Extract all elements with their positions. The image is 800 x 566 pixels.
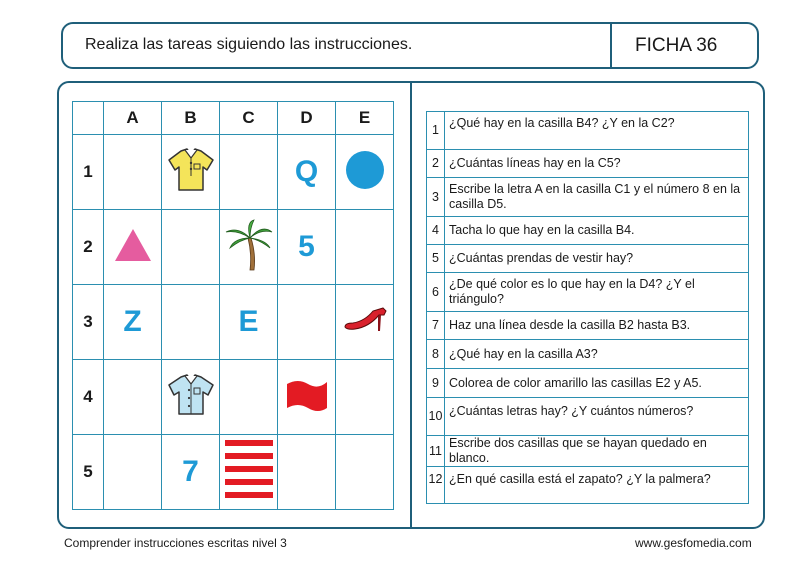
question-text: Haz una línea desde la casilla B2 hasta B3. bbox=[445, 312, 749, 340]
cell-d3[interactable] bbox=[278, 285, 336, 360]
cell-a4[interactable] bbox=[104, 360, 162, 435]
question-text: ¿En qué casilla está el zapato? ¿Y la palmera? bbox=[445, 467, 749, 504]
question-text: ¿Cuántas prendas de vestir hay? bbox=[445, 245, 749, 273]
corner-cell bbox=[73, 102, 104, 135]
cell-d4[interactable] bbox=[278, 360, 336, 435]
question-text: ¿Cuántas líneas hay en la C5? bbox=[445, 150, 749, 178]
cell-c1[interactable] bbox=[220, 135, 278, 210]
cell-b3[interactable] bbox=[162, 285, 220, 360]
cell-d5[interactable] bbox=[278, 435, 336, 510]
question-number: 9 bbox=[427, 369, 445, 398]
cell-e5[interactable] bbox=[336, 435, 394, 510]
cell-c2[interactable] bbox=[220, 210, 278, 285]
cell-e4[interactable] bbox=[336, 360, 394, 435]
question-number: 12 bbox=[427, 467, 445, 504]
letter-z[interactable]: Z bbox=[104, 285, 162, 360]
column-header-e: E bbox=[336, 102, 394, 135]
question-text: ¿De qué color es lo que hay en la D4? ¿Y el triángulo? bbox=[445, 273, 749, 312]
question-row bbox=[427, 112, 749, 150]
question-row bbox=[427, 467, 749, 504]
question-number: 4 bbox=[427, 217, 445, 245]
column-header-d: D bbox=[278, 102, 336, 135]
blue-shirt-icon bbox=[165, 373, 217, 417]
red-shoe-icon bbox=[343, 305, 387, 335]
question-number: 11 bbox=[427, 436, 445, 467]
number-7[interactable]: 7 bbox=[162, 435, 220, 510]
question-row bbox=[427, 398, 749, 436]
question-row bbox=[427, 245, 749, 273]
row-header-4: 4 bbox=[73, 360, 104, 435]
question-text: Tacha lo que hay en la casilla B4. bbox=[445, 217, 749, 245]
question-text: Escribe dos casillas que se hayan quedado en blanco. bbox=[445, 436, 749, 467]
header-box bbox=[61, 22, 759, 69]
question-text: ¿Qué hay en la casilla A3? bbox=[445, 340, 749, 369]
question-row bbox=[427, 217, 749, 245]
cell-b4[interactable] bbox=[162, 360, 220, 435]
cell-b2[interactable] bbox=[162, 210, 220, 285]
question-row bbox=[427, 273, 749, 312]
cell-b1[interactable] bbox=[162, 135, 220, 210]
question-row bbox=[427, 178, 749, 217]
cell-e2[interactable] bbox=[336, 210, 394, 285]
header-divider bbox=[610, 24, 612, 67]
red-lines-icon bbox=[225, 438, 273, 502]
cell-e1[interactable] bbox=[336, 135, 394, 210]
question-number: 5 bbox=[427, 245, 445, 273]
row-header-5: 5 bbox=[73, 435, 104, 510]
row-header-2: 2 bbox=[73, 210, 104, 285]
cell-a2[interactable] bbox=[104, 210, 162, 285]
question-number: 1 bbox=[427, 112, 445, 150]
panel-divider bbox=[410, 83, 412, 527]
cell-c4[interactable] bbox=[220, 360, 278, 435]
blue-circle-icon bbox=[345, 150, 385, 190]
question-text: Colorea de color amarillo las casillas E2 y A5. bbox=[445, 369, 749, 398]
question-number: 3 bbox=[427, 178, 445, 217]
question-row bbox=[427, 436, 749, 467]
row-header-1: 1 bbox=[73, 135, 104, 210]
question-number: 7 bbox=[427, 312, 445, 340]
question-number: 2 bbox=[427, 150, 445, 178]
yellow-shirt-icon bbox=[165, 146, 217, 194]
column-header-a: A bbox=[104, 102, 162, 135]
question-text: Escribe la letra A en la casilla C1 y el número 8 en la casilla D5. bbox=[445, 178, 749, 217]
column-header-c: C bbox=[220, 102, 278, 135]
question-row bbox=[427, 150, 749, 178]
question-row bbox=[427, 369, 749, 398]
letter-e[interactable]: E bbox=[220, 285, 278, 360]
cell-c5[interactable] bbox=[220, 435, 278, 510]
footer-website-link[interactable]: www.gesfomedia.com bbox=[635, 536, 752, 550]
questions-table bbox=[426, 111, 749, 504]
red-flag-icon bbox=[284, 376, 330, 414]
question-row bbox=[427, 340, 749, 369]
cell-e3[interactable] bbox=[336, 285, 394, 360]
question-number: 10 bbox=[427, 398, 445, 436]
coordinate-grid bbox=[72, 101, 394, 510]
cell-a1[interactable] bbox=[104, 135, 162, 210]
question-text: ¿Qué hay en la casilla B4? ¿Y en la C2? bbox=[445, 112, 749, 150]
number-5[interactable]: 5 bbox=[278, 210, 336, 285]
question-number: 6 bbox=[427, 273, 445, 312]
footer-level-text: Comprender instrucciones escritas nivel 3 bbox=[64, 536, 287, 550]
letter-q[interactable]: Q bbox=[278, 135, 336, 210]
question-text: ¿Cuántas letras hay? ¿Y cuántos números? bbox=[445, 398, 749, 436]
palm-tree-icon bbox=[224, 218, 274, 272]
ficha-number: FICHA 36 bbox=[635, 35, 718, 56]
pink-triangle-icon bbox=[113, 227, 153, 263]
question-row bbox=[427, 312, 749, 340]
cell-a5[interactable] bbox=[104, 435, 162, 510]
instructions-title: Realiza las tareas siguiendo las instrucciones. bbox=[85, 36, 413, 53]
question-number: 8 bbox=[427, 340, 445, 369]
row-header-3: 3 bbox=[73, 285, 104, 360]
column-header-b: B bbox=[162, 102, 220, 135]
